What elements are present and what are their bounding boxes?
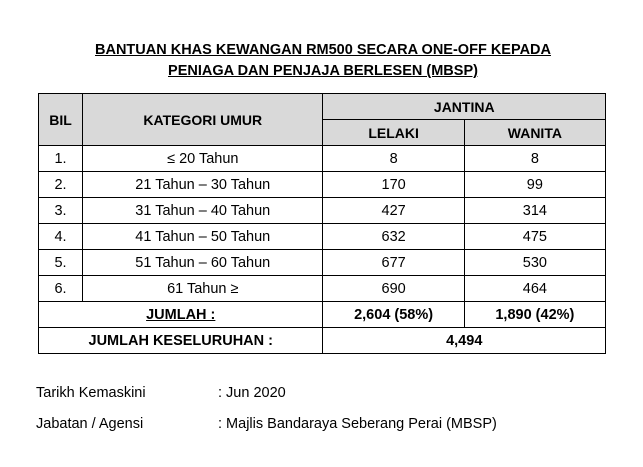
cell-kategori: 61 Tahun ≥ — [83, 276, 323, 302]
title-line-2: PENIAGA DAN PENJAJA BERLESEN (MBSP) — [168, 63, 478, 79]
jumlah-lelaki: 2,604 (58%) — [323, 302, 464, 328]
table-row — [39, 198, 606, 224]
header-kategori-umur: KATEGORI UMUR — [83, 94, 323, 146]
cell-bil: 5. — [39, 250, 83, 276]
jabatan-agensi-row — [36, 414, 497, 434]
header-bil: BIL — [39, 94, 83, 146]
header-row-1 — [39, 94, 606, 120]
cell-lelaki: 8 — [323, 146, 464, 172]
cell-lelaki: 632 — [323, 224, 464, 250]
title-line-1: BANTUAN KHAS KEWANGAN RM500 SECARA ONE-OFF KEPADA — [95, 42, 551, 58]
table-row — [39, 172, 606, 198]
cell-bil: 4. — [39, 224, 83, 250]
cell-lelaki: 170 — [323, 172, 464, 198]
tarikh-label: Tarikh Kemaskini — [36, 385, 146, 401]
tarikh-kemaskini-row — [36, 383, 286, 403]
table-row — [39, 146, 606, 172]
keseluruhan-label: JUMLAH KESELURUHAN : — [39, 328, 323, 354]
cell-lelaki: 427 — [323, 198, 464, 224]
table-row — [39, 250, 606, 276]
header-lelaki: LELAKI — [323, 120, 464, 146]
cell-kategori: 51 Tahun – 60 Tahun — [83, 250, 323, 276]
cell-kategori: 31 Tahun – 40 Tahun — [83, 198, 323, 224]
cell-kategori: 21 Tahun – 30 Tahun — [83, 172, 323, 198]
cell-wanita: 475 — [464, 224, 605, 250]
cell-wanita: 8 — [464, 146, 605, 172]
cell-bil: 6. — [39, 276, 83, 302]
cell-lelaki: 677 — [323, 250, 464, 276]
header-wanita: WANITA — [464, 120, 605, 146]
document-title — [40, 40, 606, 82]
cell-wanita: 314 — [464, 198, 605, 224]
cell-bil: 3. — [39, 198, 83, 224]
table-row — [39, 276, 606, 302]
cell-wanita: 99 — [464, 172, 605, 198]
cell-wanita: 530 — [464, 250, 605, 276]
jumlah-row — [39, 302, 606, 328]
table-row — [39, 224, 606, 250]
jumlah-wanita: 1,890 (42%) — [464, 302, 605, 328]
cell-bil: 2. — [39, 172, 83, 198]
jabatan-value: : Majlis Bandaraya Seberang Perai (MBSP) — [218, 416, 497, 432]
cell-bil: 1. — [39, 146, 83, 172]
tarikh-value: : Jun 2020 — [218, 385, 286, 401]
cell-wanita: 464 — [464, 276, 605, 302]
jumlah-label-cell — [39, 302, 323, 328]
cell-lelaki: 690 — [323, 276, 464, 302]
cell-kategori: 41 Tahun – 50 Tahun — [83, 224, 323, 250]
keseluruhan-row — [39, 328, 606, 354]
jabatan-label: Jabatan / Agensi — [36, 416, 144, 432]
header-jantina: JANTINA — [323, 94, 606, 120]
cell-kategori: ≤ 20 Tahun — [83, 146, 323, 172]
keseluruhan-value: 4,494 — [323, 328, 606, 354]
jumlah-label: JUMLAH : — [146, 306, 216, 323]
license-aid-table — [38, 93, 606, 354]
